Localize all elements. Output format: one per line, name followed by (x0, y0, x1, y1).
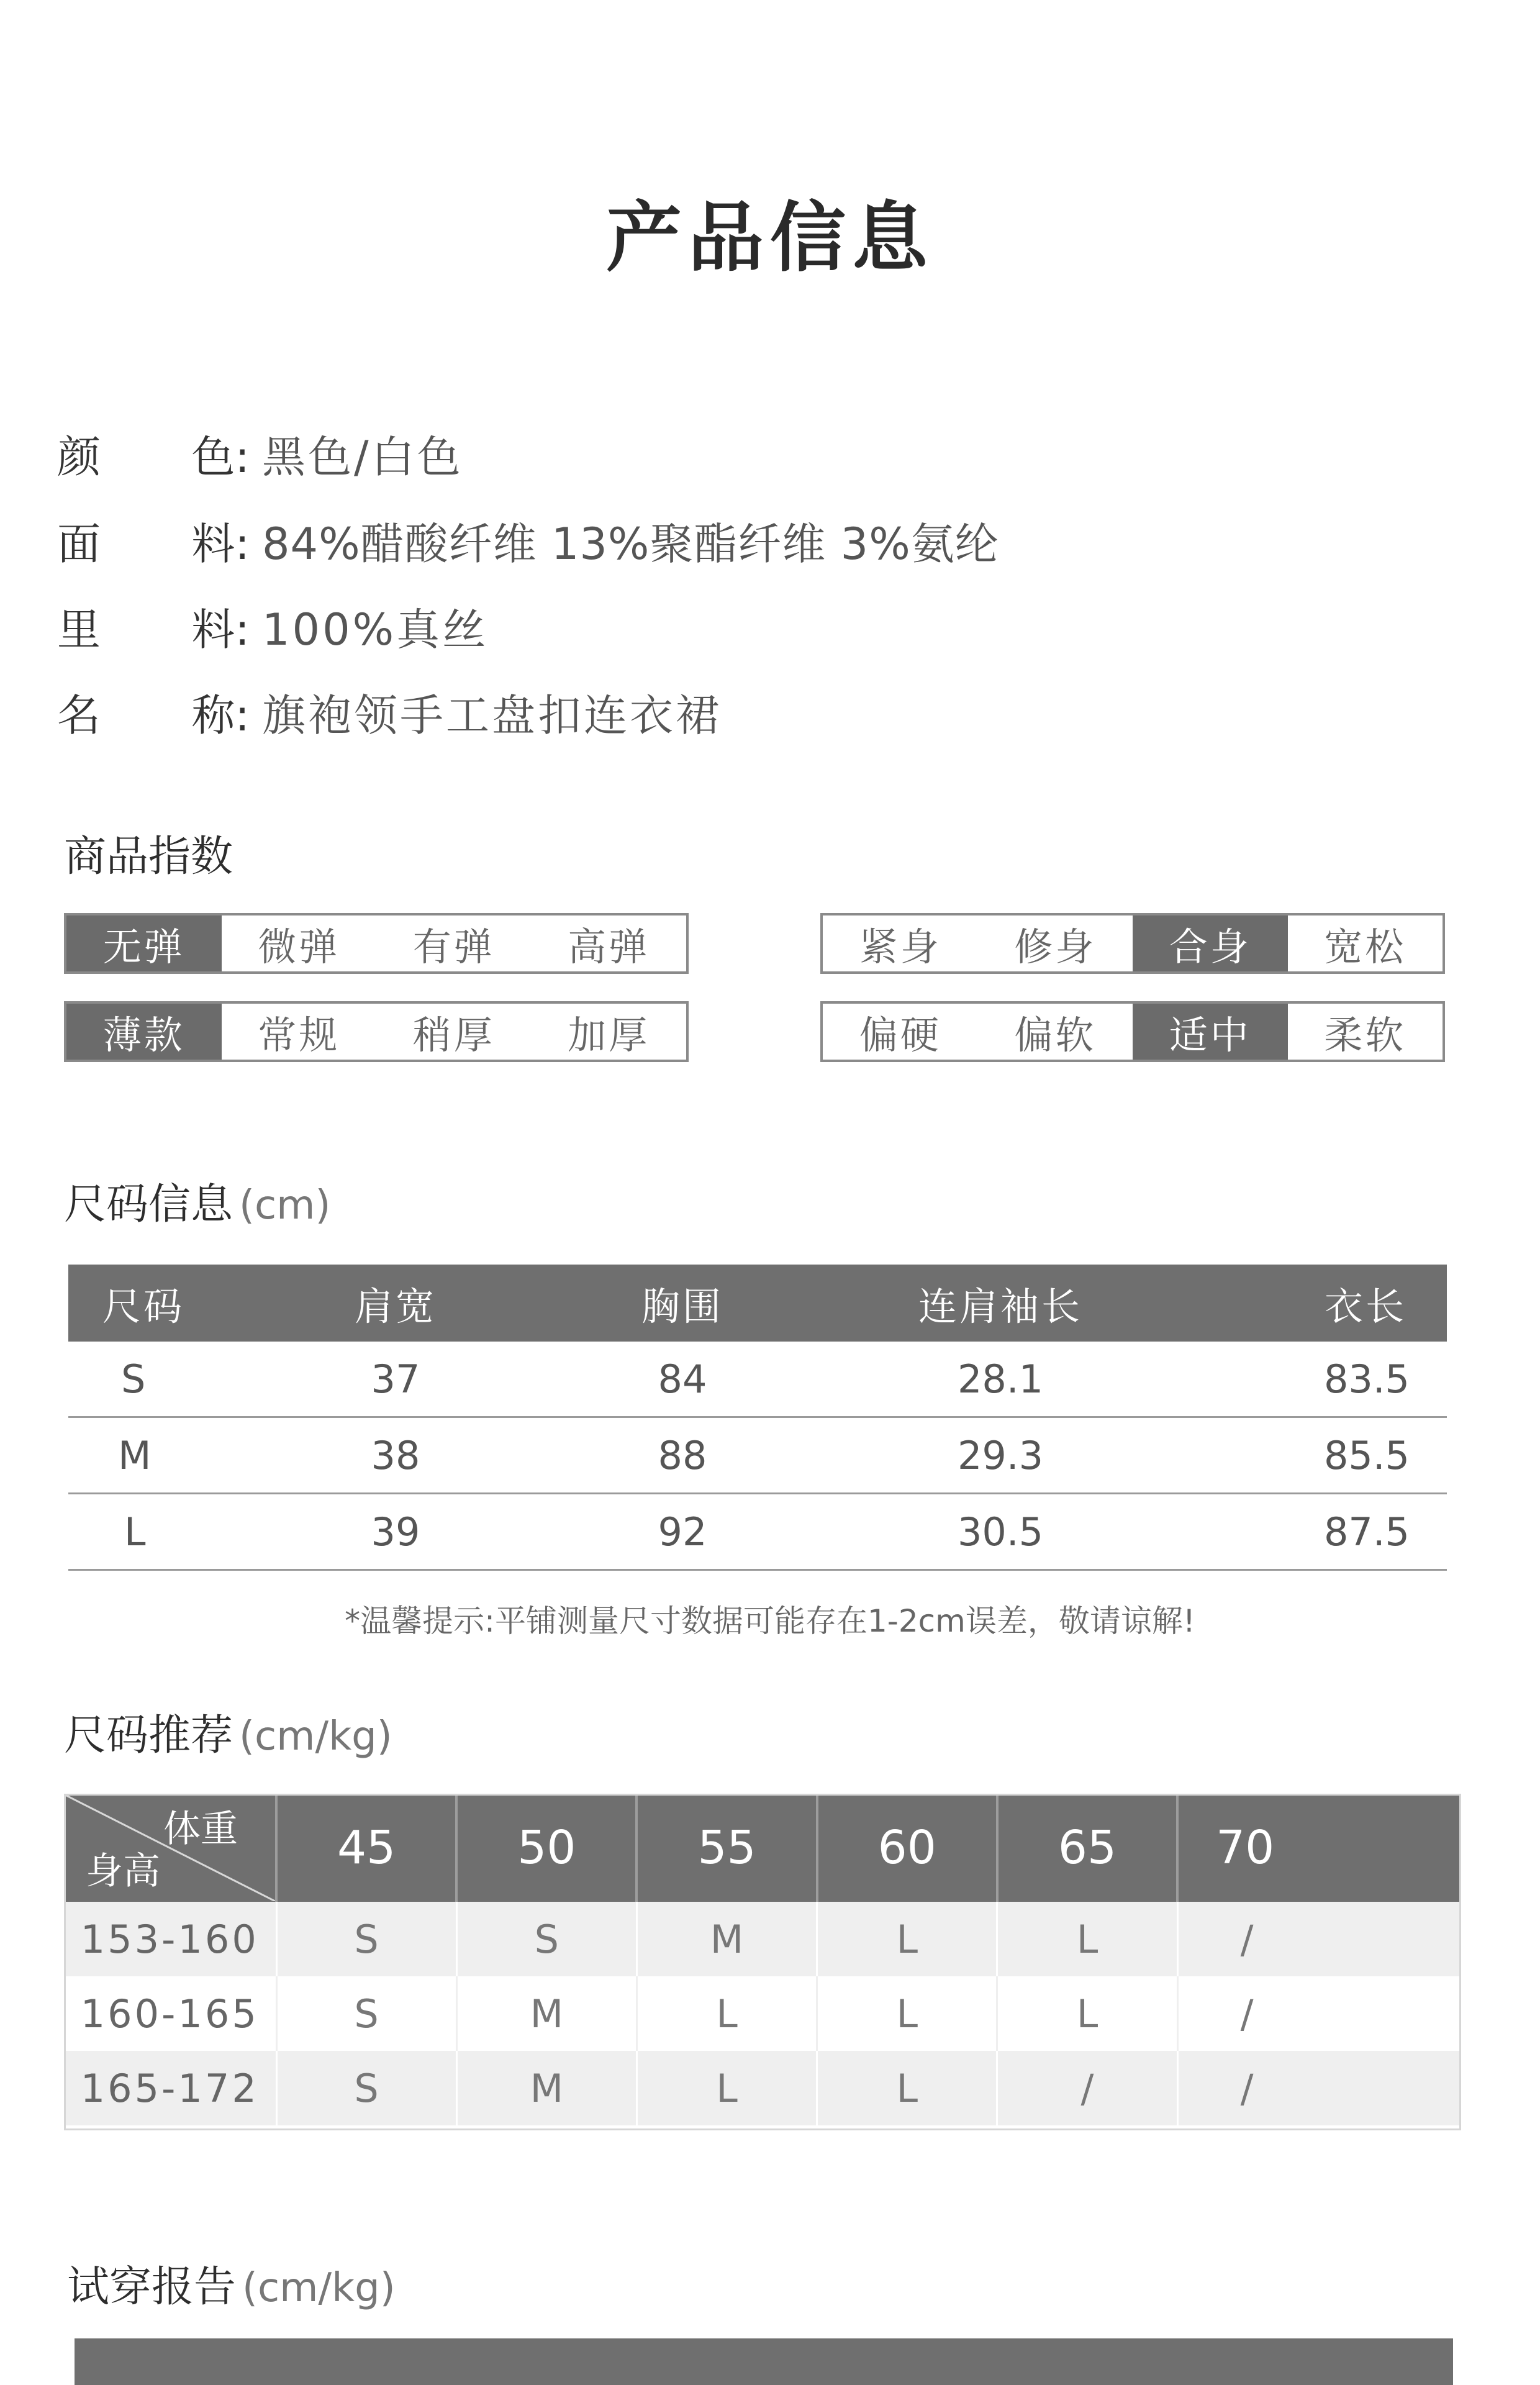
height-cell: 160-165 (64, 1976, 276, 2051)
size-recommend-frame (64, 1794, 1461, 2130)
info-label-char: 名 (57, 689, 101, 741)
table-cell: 84 (551, 1342, 813, 1417)
size-info-header: 连肩袖长 (813, 1265, 1187, 1342)
scale-option: 高弹 (568, 924, 650, 970)
table-cell: 37 (240, 1342, 551, 1417)
size-info-header: 胸围 (551, 1265, 813, 1342)
info-label-char: 料: (191, 604, 250, 655)
table-cell: M (68, 1417, 240, 1494)
size-info-header: 尺码 (68, 1265, 240, 1342)
scale-thickness (64, 1001, 689, 1062)
scale-option: 偏软 (1014, 1012, 1097, 1058)
size-cell: L (636, 1976, 817, 2051)
size-cell: / (997, 2051, 1177, 2125)
scale-elasticity (64, 913, 689, 974)
scale-option: 常规 (258, 1012, 340, 1058)
table-cell: 29.3 (813, 1417, 1187, 1494)
index-section-title: 商品指数 (64, 832, 233, 881)
size-recommend-title-text: 尺码推荐 (64, 1711, 233, 1760)
size-cell: S (456, 1902, 636, 1976)
table-cell: 88 (551, 1417, 813, 1494)
info-row-name (57, 681, 722, 743)
table-cell: 28.1 (813, 1342, 1187, 1417)
size-recommend-unit: (cm/kg) (239, 1714, 392, 1760)
table-cell: 92 (551, 1494, 813, 1570)
size-cell: M (456, 2051, 636, 2125)
trial-report-header-bar (75, 2338, 1453, 2385)
scale-option: 稍厚 (412, 1012, 495, 1058)
size-cell: L (817, 2051, 997, 2125)
weight-header: 65 (997, 1794, 1177, 1902)
weight-header: 55 (636, 1794, 817, 1902)
scale-option: 偏硬 (859, 1012, 941, 1058)
scale-option: 合身 (1133, 915, 1288, 971)
size-info-unit: (cm) (239, 1183, 331, 1229)
size-cell: L (997, 1902, 1177, 1976)
scale-option: 适中 (1133, 1004, 1288, 1060)
height-cell: 153-160 (64, 1902, 276, 1976)
weight-header: 50 (456, 1794, 636, 1902)
size-cell: / (1177, 1902, 1460, 1976)
info-row-color (57, 422, 463, 484)
info-label-char: 颜 (57, 431, 101, 483)
info-row-lining (57, 595, 488, 657)
scale-option: 无弹 (66, 915, 222, 971)
trial-report-title (67, 2253, 396, 2314)
size-cell: M (456, 1976, 636, 2051)
info-label-char: 料: (191, 518, 250, 570)
size-info-title (64, 1171, 330, 1231)
trial-report-title-text: 试穿报告 (67, 2263, 237, 2312)
scale-option: 加厚 (568, 1012, 650, 1058)
info-value-color: 黑色/白色 (262, 431, 463, 483)
scale-option: 柔软 (1324, 1012, 1406, 1058)
size-cell: / (1177, 1976, 1460, 2051)
weight-header: 60 (817, 1794, 997, 1902)
size-cell: / (1177, 2051, 1460, 2125)
size-cell: L (817, 1902, 997, 1976)
corner-weight-label: 体重 (163, 1807, 238, 1851)
table-cell: 38 (240, 1417, 551, 1494)
size-note: *温馨提示:平铺测量尺寸数据可能存在1-2cm误差，敬请谅解! (345, 1603, 1195, 1639)
size-info-table (68, 1265, 1447, 1571)
table-cell: L (68, 1494, 240, 1570)
info-value-lining: 100%真丝 (262, 604, 489, 655)
size-recommend-title (64, 1702, 392, 1762)
scale-option: 微弹 (258, 924, 340, 970)
size-cell: S (276, 2051, 456, 2125)
scale-softness (820, 1001, 1445, 1062)
info-label-char: 色: (191, 431, 250, 483)
scale-option: 修身 (1014, 924, 1097, 970)
table-cell: 39 (240, 1494, 551, 1570)
size-info-header: 肩宽 (240, 1265, 551, 1342)
table-row (68, 1417, 1447, 1494)
size-cell: L (997, 1976, 1177, 2051)
table-cell: 30.5 (813, 1494, 1187, 1570)
size-cell: M (636, 1902, 817, 1976)
table-row (68, 1342, 1447, 1417)
table-cell: 83.5 (1187, 1342, 1447, 1417)
scale-fit (820, 913, 1445, 974)
table-cell: S (68, 1342, 240, 1417)
height-cell: 165-172 (64, 2051, 276, 2125)
size-cell: L (817, 1976, 997, 2051)
info-label-char: 面 (57, 518, 101, 570)
page-title: 产品信息 (606, 194, 934, 282)
size-info-header-row (68, 1265, 1447, 1342)
size-info-header: 衣长 (1187, 1265, 1447, 1342)
scale-option: 宽松 (1324, 924, 1406, 970)
info-label-char: 里 (57, 604, 101, 655)
weight-header: 70 (1177, 1794, 1460, 1902)
size-cell: S (276, 1902, 456, 1976)
table-cell: 87.5 (1187, 1494, 1447, 1570)
table-row (68, 1494, 1447, 1570)
scale-option: 紧身 (859, 924, 941, 970)
info-label-char: 称: (191, 689, 250, 741)
weight-header: 45 (276, 1794, 456, 1902)
corner-height-label: 身高 (86, 1850, 160, 1893)
size-cell: L (636, 2051, 817, 2125)
info-row-fabric (57, 509, 999, 571)
size-info-title-text: 尺码信息 (64, 1180, 233, 1229)
scale-option: 薄款 (66, 1004, 222, 1060)
trial-report-unit: (cm/kg) (242, 2265, 396, 2311)
info-value-fabric: 84%醋酸纤维 13%聚酯纤维 3%氨纶 (262, 518, 999, 570)
info-value-name: 旗袍领手工盘扣连衣裙 (262, 689, 722, 741)
scale-option: 有弹 (412, 924, 495, 970)
table-cell: 85.5 (1187, 1417, 1447, 1494)
size-cell: S (276, 1976, 456, 2051)
